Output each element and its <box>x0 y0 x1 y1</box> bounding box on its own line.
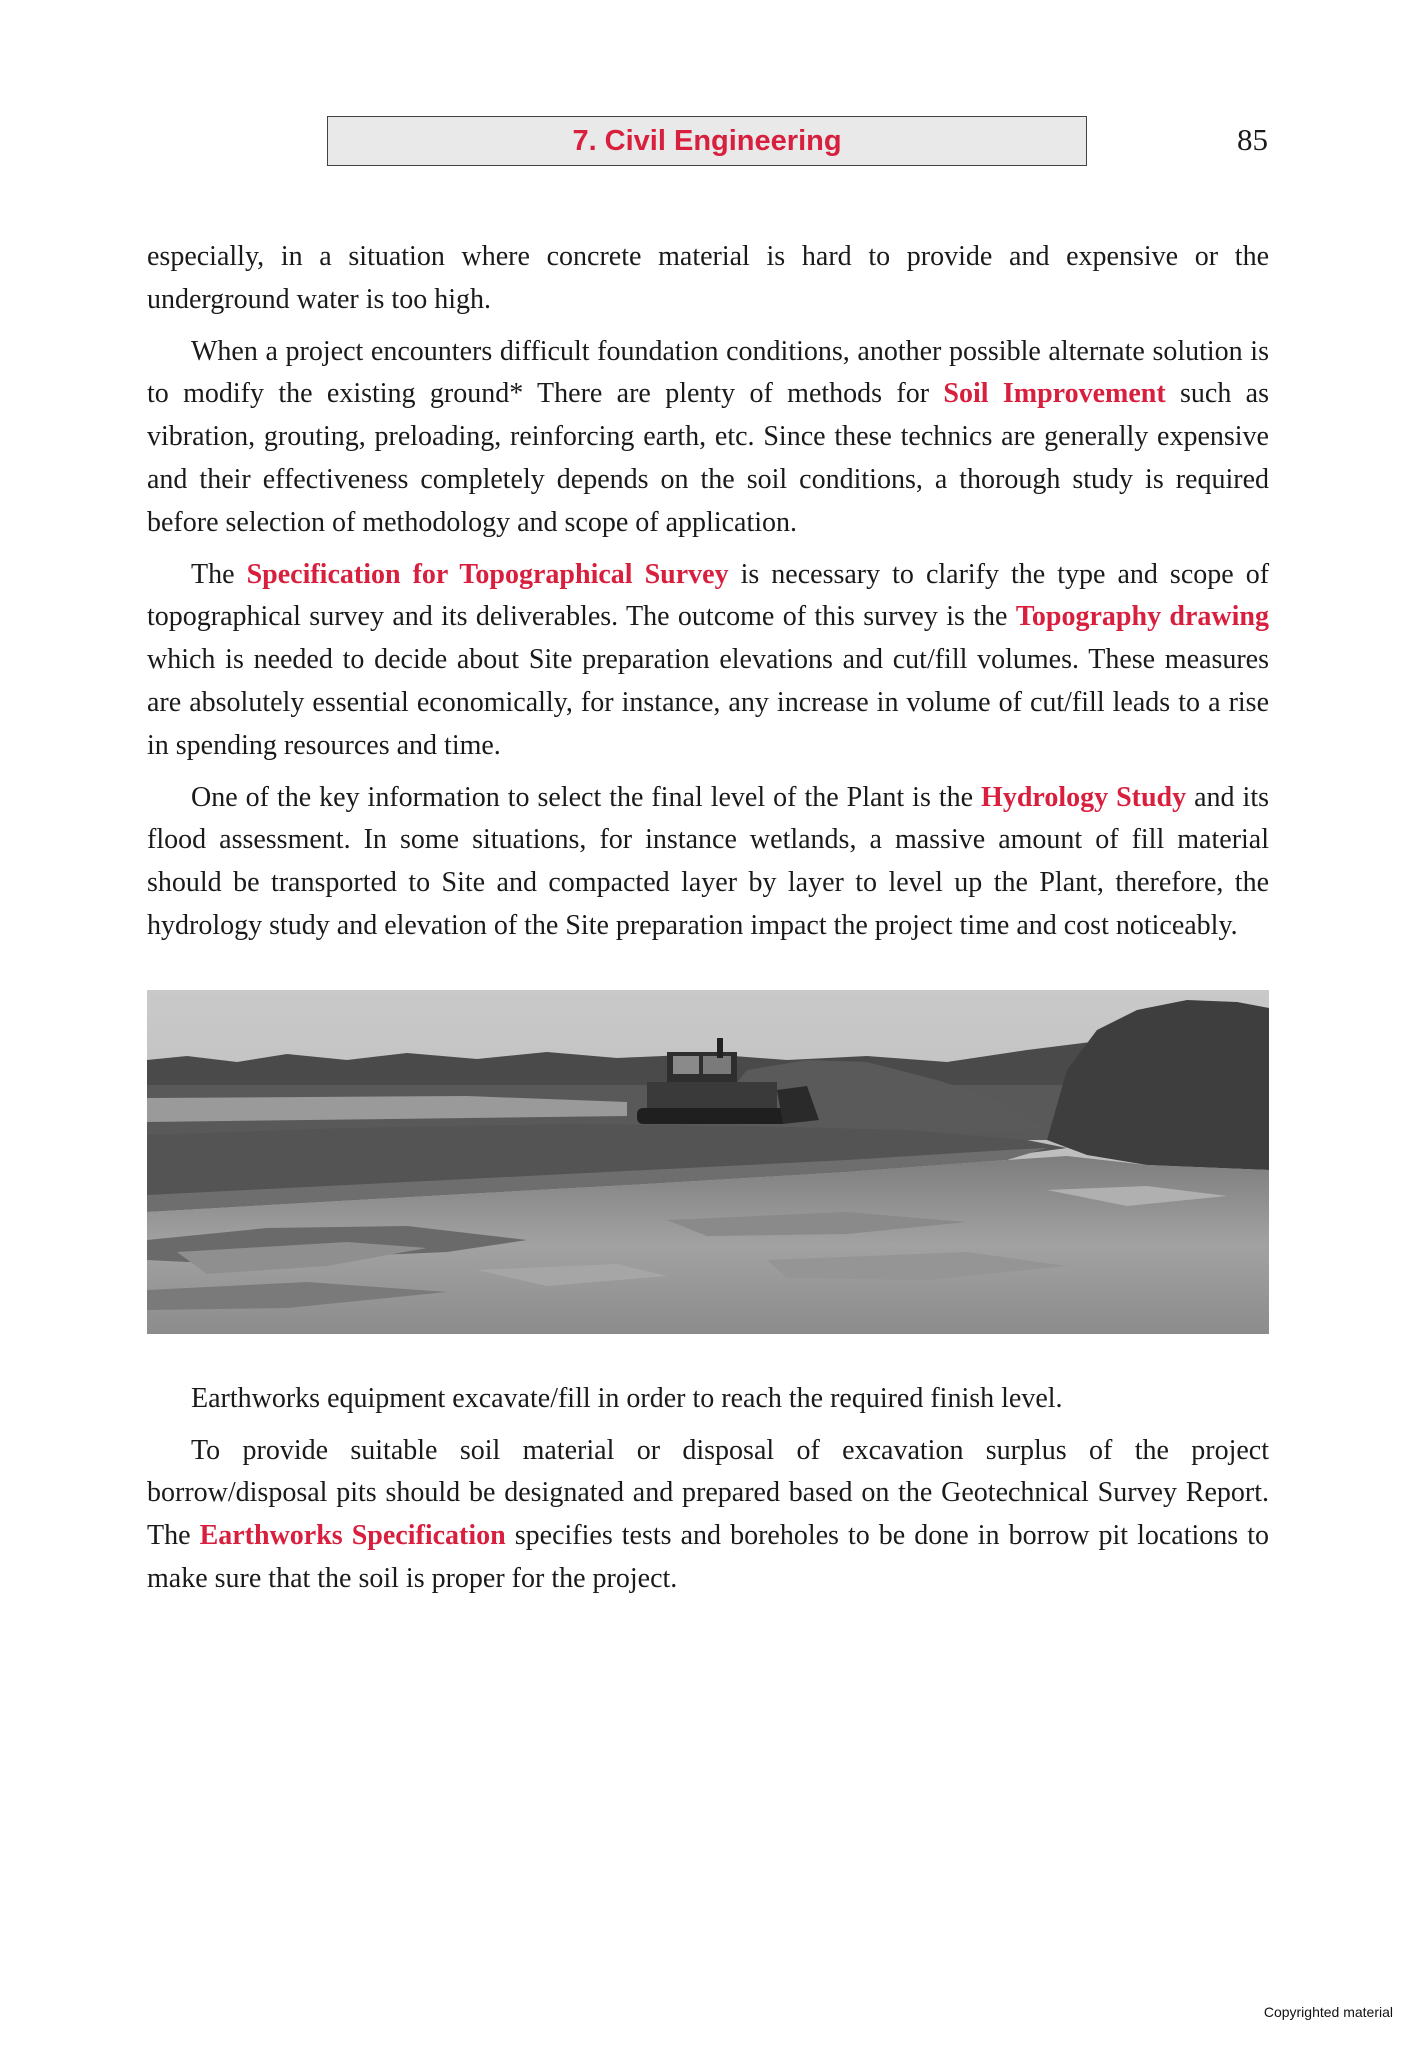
hydrology-study-term: Hydrology Study <box>981 781 1187 813</box>
page-body <box>147 236 1269 1610</box>
page-number: 85 <box>1237 122 1268 157</box>
paragraph-6-text-post: specifies tests and boreholes to be done in borrow pit locations to make sure that the soil is proper for the project. <box>147 1520 1270 1594</box>
soil-improvement-term: Soil Improvement <box>943 378 1166 410</box>
paragraph-3-text-post: which is needed to decide about Site preparation elevations and cut/fill volumes. These measures are absolutely essential economically, for instance, any increase in volume of cut/fill leads to a rise in spending resources and time. <box>147 644 1269 761</box>
paragraph-2-text-post: such as vibration, grouting, preloading, reinforcing earth, etc. Since these technics are generally expensive and their effectiveness completely depends on the soil conditions, a thorough study is required before selection of methodology and scope of application. <box>147 378 1270 538</box>
paragraph-2-text-pre: When a project encounters difficult foundation conditions, another possible alternate solution is to modify the existing ground* There are plenty of methods for <box>147 335 1269 410</box>
chapter-header-box <box>327 116 1087 166</box>
paragraph-4 <box>147 777 1269 948</box>
paragraph-6 <box>147 1430 1269 1601</box>
copyright-notice: Copyrighted material <box>1263 2004 1393 2020</box>
paragraph-3 <box>147 554 1269 768</box>
earthworks-specification-term: Earthworks Specification <box>199 1520 506 1552</box>
paragraph-3-text-pre: The <box>191 558 247 590</box>
paragraph-4-text-post: and its flood assessment. In some situations, for instance wetlands, a massive amount of fill material should be transported to Site and compacted layer by layer to level up the Plant, therefore, the hydrology study and elevation of the Site preparation impact the project time and cost noticeably. <box>147 781 1269 941</box>
topography-drawing-term: Topography drawing <box>1015 601 1269 633</box>
paragraph-6-text-pre: To provide suitable soil material or disposal of excavation surplus of the project borrow/disposal pits should be designated and prepared based on the Geotechnical Survey Report. The <box>147 1434 1269 1552</box>
topographical-survey-spec-term: Specification for Topographical Survey <box>246 558 729 590</box>
earthworks-photo <box>147 990 1269 1334</box>
earthworks-photo-drawing <box>147 990 1269 1334</box>
paragraph-4-text-pre: One of the key information to select the final level of the Plant is the <box>191 781 982 813</box>
chapter-title: 7. Civil Engineering <box>572 124 842 157</box>
paragraph-3-text-mid: is necessary to clarify the type and scope of topographical survey and its deliverables. The outcome of this survey is the <box>147 558 1270 633</box>
paragraph-5 <box>147 1378 1269 1421</box>
paragraph-1 <box>147 236 1269 322</box>
paragraph-5-text: Earthworks equipment excavate/fill in order to reach the required finish level. <box>191 1382 1063 1414</box>
paragraph-1-text: especially, in a situation where concrete material is hard to provide and expensive or the underground water is too high. <box>147 241 1269 315</box>
paragraph-2 <box>147 331 1269 545</box>
